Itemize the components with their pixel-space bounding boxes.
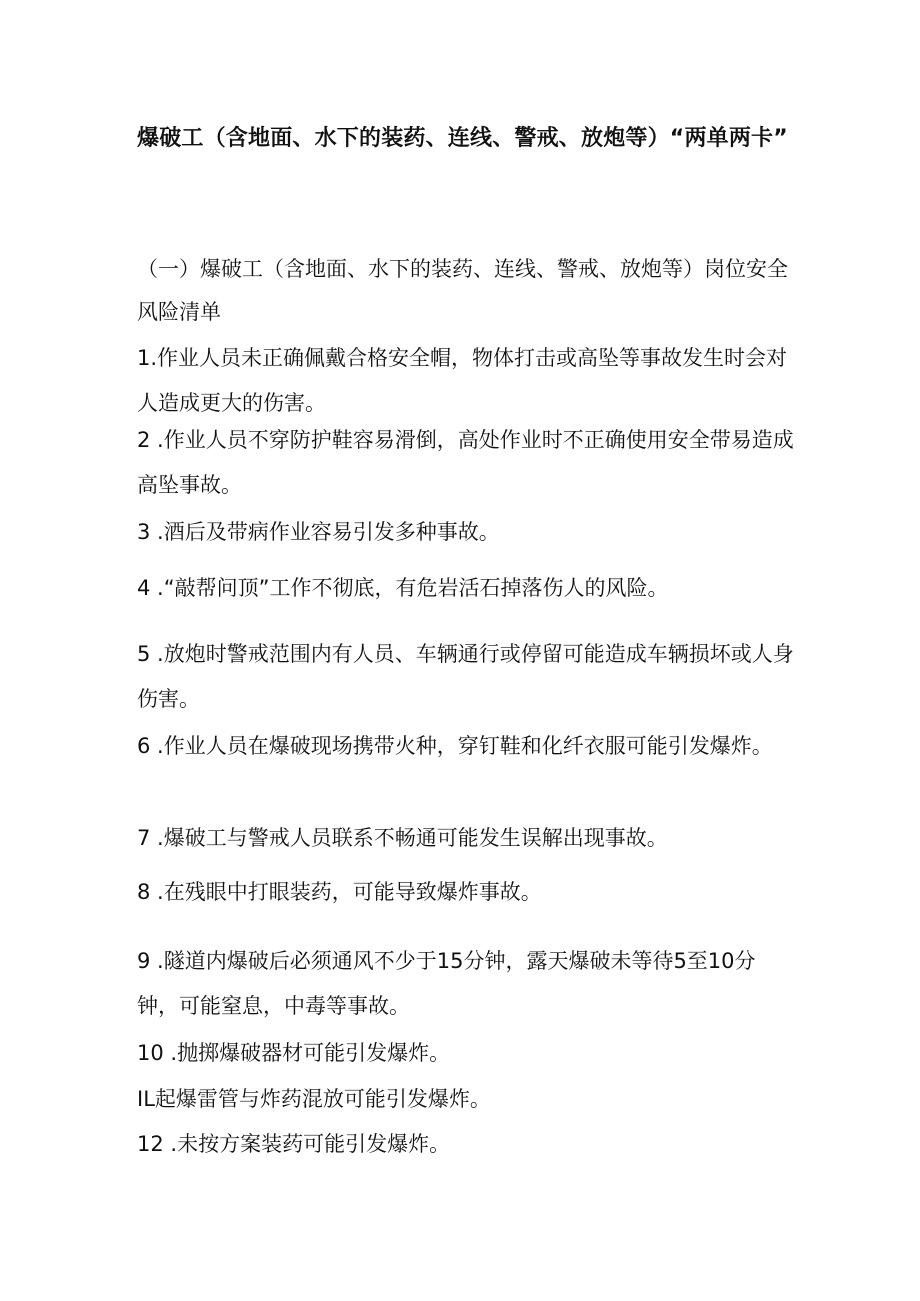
list-item (137, 566, 797, 611)
item-text: 未按方案装药可能引发爆炸。 (177, 1132, 451, 1156)
item-number: 1. (137, 346, 158, 370)
item-text: 作业人员在爆破现场携带火种，穿钉鞋和化纤衣服可能引发爆炸。 (163, 734, 773, 758)
list-item (137, 1122, 797, 1167)
item-number: 8 . (137, 880, 164, 904)
list-item (137, 336, 797, 426)
item-number: 12 . (137, 1132, 178, 1156)
item-number: 7 . (137, 826, 164, 850)
item-number: 3 . (137, 520, 164, 544)
list-item (137, 1031, 797, 1076)
list-item (137, 870, 797, 915)
list-item (137, 632, 797, 722)
item-text: 作业人员不穿防护鞋容易滑倒，高处作业时不正确使用安全带易造成高坠事故。 (137, 428, 794, 497)
item-number: IL (137, 1087, 155, 1111)
list-item (137, 510, 797, 555)
document-title: 爆破工（含地面、水下的装药、连线、警戒、放炮等）“两单两卡” (137, 126, 788, 151)
section-heading: （一）爆破工（含地面、水下的装药、连线、警戒、放炮等）岗位安全风险清单 (137, 257, 788, 324)
list-item (137, 1077, 797, 1122)
item-text: 酒后及带病作业容易引发多种事故。 (163, 520, 500, 544)
item-number: 9 . (137, 949, 164, 973)
list-item (137, 816, 797, 861)
item-number: 2 . (137, 428, 164, 452)
item-number: 5 . (137, 642, 164, 666)
item-text: 放炮时警戒范围内有人员、车辆通行或停留可能造成车辆损坏或人身伤害。 (137, 642, 794, 711)
item-number: 10 . (137, 1041, 178, 1065)
list-item (137, 418, 797, 508)
item-number: 4 . (137, 576, 164, 600)
item-text: 隧道内爆破后必须通风不少于15分钟，露天爆破未等待5至10分钟，可能窒息，中毒等事故。 (137, 949, 756, 1018)
item-text: 在残眼中打眼装药，可能导致爆炸事故。 (163, 880, 542, 904)
item-text: 作业人员未正确佩戴合格安全帽，物体打击或高坠等事故发生时会对人造成更大的伤害。 (137, 346, 788, 415)
list-item (137, 724, 797, 769)
item-text: 爆破工与警戒人员联系不畅通可能发生误解出现事故。 (163, 826, 668, 850)
list-item (137, 939, 797, 1029)
item-text: 抛掷爆破器材可能引发爆炸。 (177, 1041, 451, 1065)
item-text: “敲帮问顶”工作不彻底，有危岩活石掉落伤人的风险。 (163, 576, 669, 600)
item-text: 起爆雷管与炸药混放可能引发爆炸。 (154, 1087, 491, 1111)
item-number: 6 . (137, 734, 164, 758)
